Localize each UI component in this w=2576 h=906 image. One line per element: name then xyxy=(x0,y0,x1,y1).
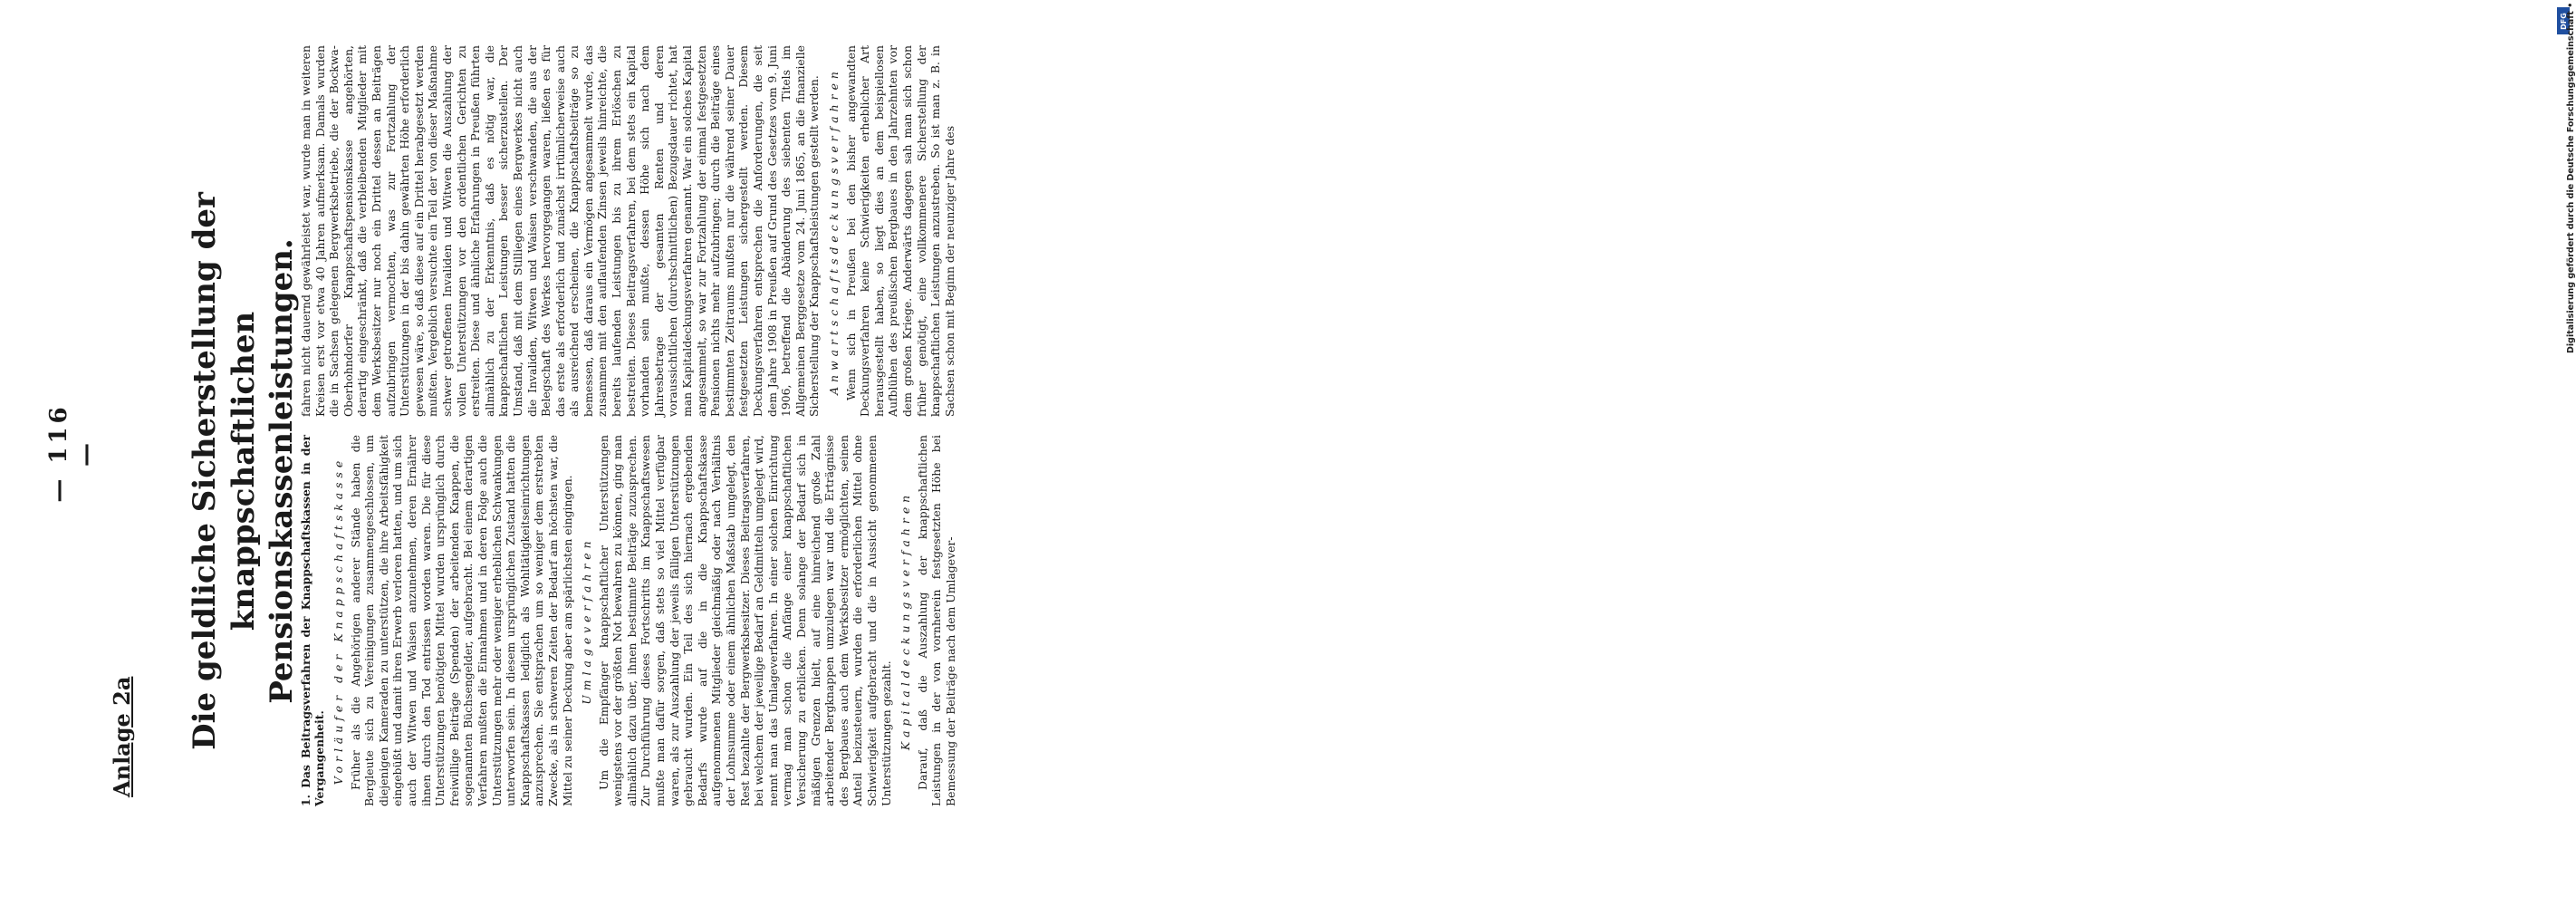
digitization-margin xyxy=(1273,0,2576,906)
subheading-anwartschaftsdeckungsverfahren: Anwartschaftsdeckungsverfahren xyxy=(826,67,841,395)
paragraph: fahren nicht dauernd gewährleistet war, wurde man in weiteren Kreisen erst vor etwa 40 Jahren aufmerksam. Damals wurden die in Sachsen gelegenen Bergwerksbetriebe, die der Bockwa-Oberhohndorfer Knappschaftspensionskasse angehörten, derartig eingeschränkt, daß die verbleibenden Mitglieder mit dem Werksbesitzer nur noch ein Drittel dessen an Beiträgen aufzubringen vermochten, was zur Fortzahlung der Unterstützungen in der bis dahin gewährten Höhe erforderlich gewesen wäre, so daß diese auf ein Drittel herabgesetzt werden mußten. Vergeblich versuchte ein Teil der von dieser Maßnahme schwer getroffenen Invaliden und Witwen die Auszahlung der vollen Unterstützungen vor den ordentlichen Gerichten zu erstreiten. Diese und ähnliche Erfahrungen in Preußen führten allmählich zu der Erkenntnis, daß es nötig war, die knappschaftlichen Leistungen besser sicherzustellen. Der Umstand, daß mit dem Stilliegen eines Bergwerkes nicht auch die Invaliden, Witwen und Waisen verschwanden, die aus der Belegschaft des Werkes hervorgegangen waren, ließen es für das erste als erforderlich und zunächst irrtümlicherweise auch als ausreichend erscheinen, die Knappschaftsbeiträge so zu bemessen, daß daraus ein Vermögen angesammelt wurde, das zusammen mit den auflaufenden Zinsen jeweils hinreichte, die bereits laufenden Leistungen bis zu ihrem Erlöschen zu bestreiten. Dieses Beitragsverfahren, bei dem stets ein Kapital vorhanden sein mußte, dessen Höhe sich nach dem Jahresbetrage der gesamten Renten und deren voraussichtlichen (durchschnittlichen) Bezugsdauer richtet, hat man Kapitaldeckungsverfahren genannt. War ein solches Kapital angesammelt, so war zur Fortzahlung der einmal festgesetzten Pensionen nichts mehr aufzubringen; durch die Beiträge eines bestimmten Zeitraums mußten nur die während seiner Dauer festgesetzten Leistungen sichergestellt werden. Diesem Deckungsverfahren entsprechen die Anforderungen, die seit dem Jahre 1908 in Preußen auf Grund des Gesetzes vom 9. Juni 1906, betreffend die Abänderung des siebenten Titels im Allgemeinen Berggesetze vom 24. Juni 1865, an die finanzielle Sicherstellung der Knappschaftsleistungen gestellt werden. xyxy=(299,45,822,417)
paragraph: Wenn sich in Preußen bei den bisher angewandten Deckungsverfahren keine Schwierigkeiten erheblicher Art herausgestellt haben, so liegt dies an dem beispiellosen Aufblühen des preußischen Bergbaues in den Jahrzehnten vor dem großen Kriege. Anderwärts dagegen sah man sich schon früher genötigt, eine vollkommenere Sicherstellung der knappschaftlichen Leistungen anzustreben. So ist man z. B. in Sachsen schon mit Beginn der neunziger Jahre des xyxy=(843,45,956,417)
section-heading: 1. Das Beitragsverfahren der Knappschaftskassen in der Vergangenheit. xyxy=(299,435,326,806)
paragraph: Früher als die Angehörigen anderer Stände haben die Bergleute sich zu Vereinigungen zusammengeschlossen, um diejenigen Kameraden zu unterstützen, die ihre Arbeitsfähigkeit eingebüßt und damit ihren Erwerb verloren hatten, und um sich auch der Witwen und Waisen anzunehmen, deren Ernährer ihnen durch den Tod entrissen worden waren. Die für diese Unterstützungen benötigten Mittel wurden ursprünglich durch freiwillige Beiträge (Spenden) der arbeitenden Knappen, die sogenannten Büchsengelder, aufgebracht. Bei einem derartigen Verfahren mußten die Einnahmen und in deren Folge auch die Unterstützungen mehr oder weniger erheblichen Schwankungen unterworfen sein. In diesem ursprünglichen Zustand hatten die Knappschaftskassen lediglich als Wohltätigkeitseinrichtungen anzusprechen. Sie entsprachen um so weniger dem erstrebten Zwecke, als in schweren Zeiten der Bedarf am höchsten war, die Mittel zu seiner Deckung aber am spärlichsten eingingen. xyxy=(348,435,574,806)
subheading-vorlaeufer: Vorläufer der Knappschaftskasse xyxy=(332,456,345,786)
subheading-umlageverfahren: Umlageverfahren xyxy=(580,536,594,705)
page-title: Die geldliche Sicherstellung der knappschaftlichen Pensionskassenleistungen. xyxy=(187,192,300,750)
digitization-credit: Digitalisierung gefördert durch die Deutsche Forschungsgemeinschaft • xyxy=(2566,2,2576,353)
page-number: — 116 — xyxy=(45,403,100,503)
paragraph: Darauf, daß die Auszahlung der knappschaftlichen Leistungen in der von vornherein festgesetzten Höhe bei Bemessung der Beiträge nach dem Umlagever- xyxy=(915,435,957,806)
appendix-label: Anlage 2a xyxy=(109,676,135,797)
text-column-right xyxy=(299,45,956,417)
text-column-left xyxy=(299,435,958,806)
subheading-kapitaldeckungsverfahren: Kapitaldeckungsverfahren xyxy=(899,490,913,751)
paragraph: Um die Empfänger knappschaftlicher Unterstützungen wenigstens vor der größten Not bewahren zu können, ging man allmählich dazu über, ihnen bestimmte Beiträge zuzusprechen. Zur Durchführung dieses Fortschritts im Knappschaftswesen mußte man dafür sorgen, daß stets so viel Mittel verfügbar waren, als zur Auszahlung der jeweils fälligen Unterstützungen gebraucht wurden. Ein Teil des sich hiernach ergebenden Bedarfs wurde auf die in die Knappschaftskasse aufgenommenen Mitglieder gleichmäßig oder nach Verhältnis der Lohnsumme oder einem ähnlichen Maßstab umgelegt, den Rest bezahlte der Bergwerksbesitzer. Dieses Beitragsverfahren, bei welchem der jeweilige Bedarf an Geldmitteln umgelegt wird, nennt man das Umlageverfahren. In einer solchen Einrichtung vermag man schon die Anfänge einer knappschaftlichen Versicherung zu erblicken. Denn solange der Bedarf sich in mäßigen Grenzen hielt, auf eine hinreichend große Zahl arbeitender Bergknappen umzulegen war und die Erträgnisse des Bergbaues auch dem Werksbesitzer ermöglichten, seinen Anteil beizusteuern, wurden die erforderlichen Mittel ohne Schwierigkeit aufgebracht und die in Aussicht genommenen Unterstützungen gezahlt. xyxy=(596,435,893,806)
dfg-logo: DFG xyxy=(2557,7,2570,34)
